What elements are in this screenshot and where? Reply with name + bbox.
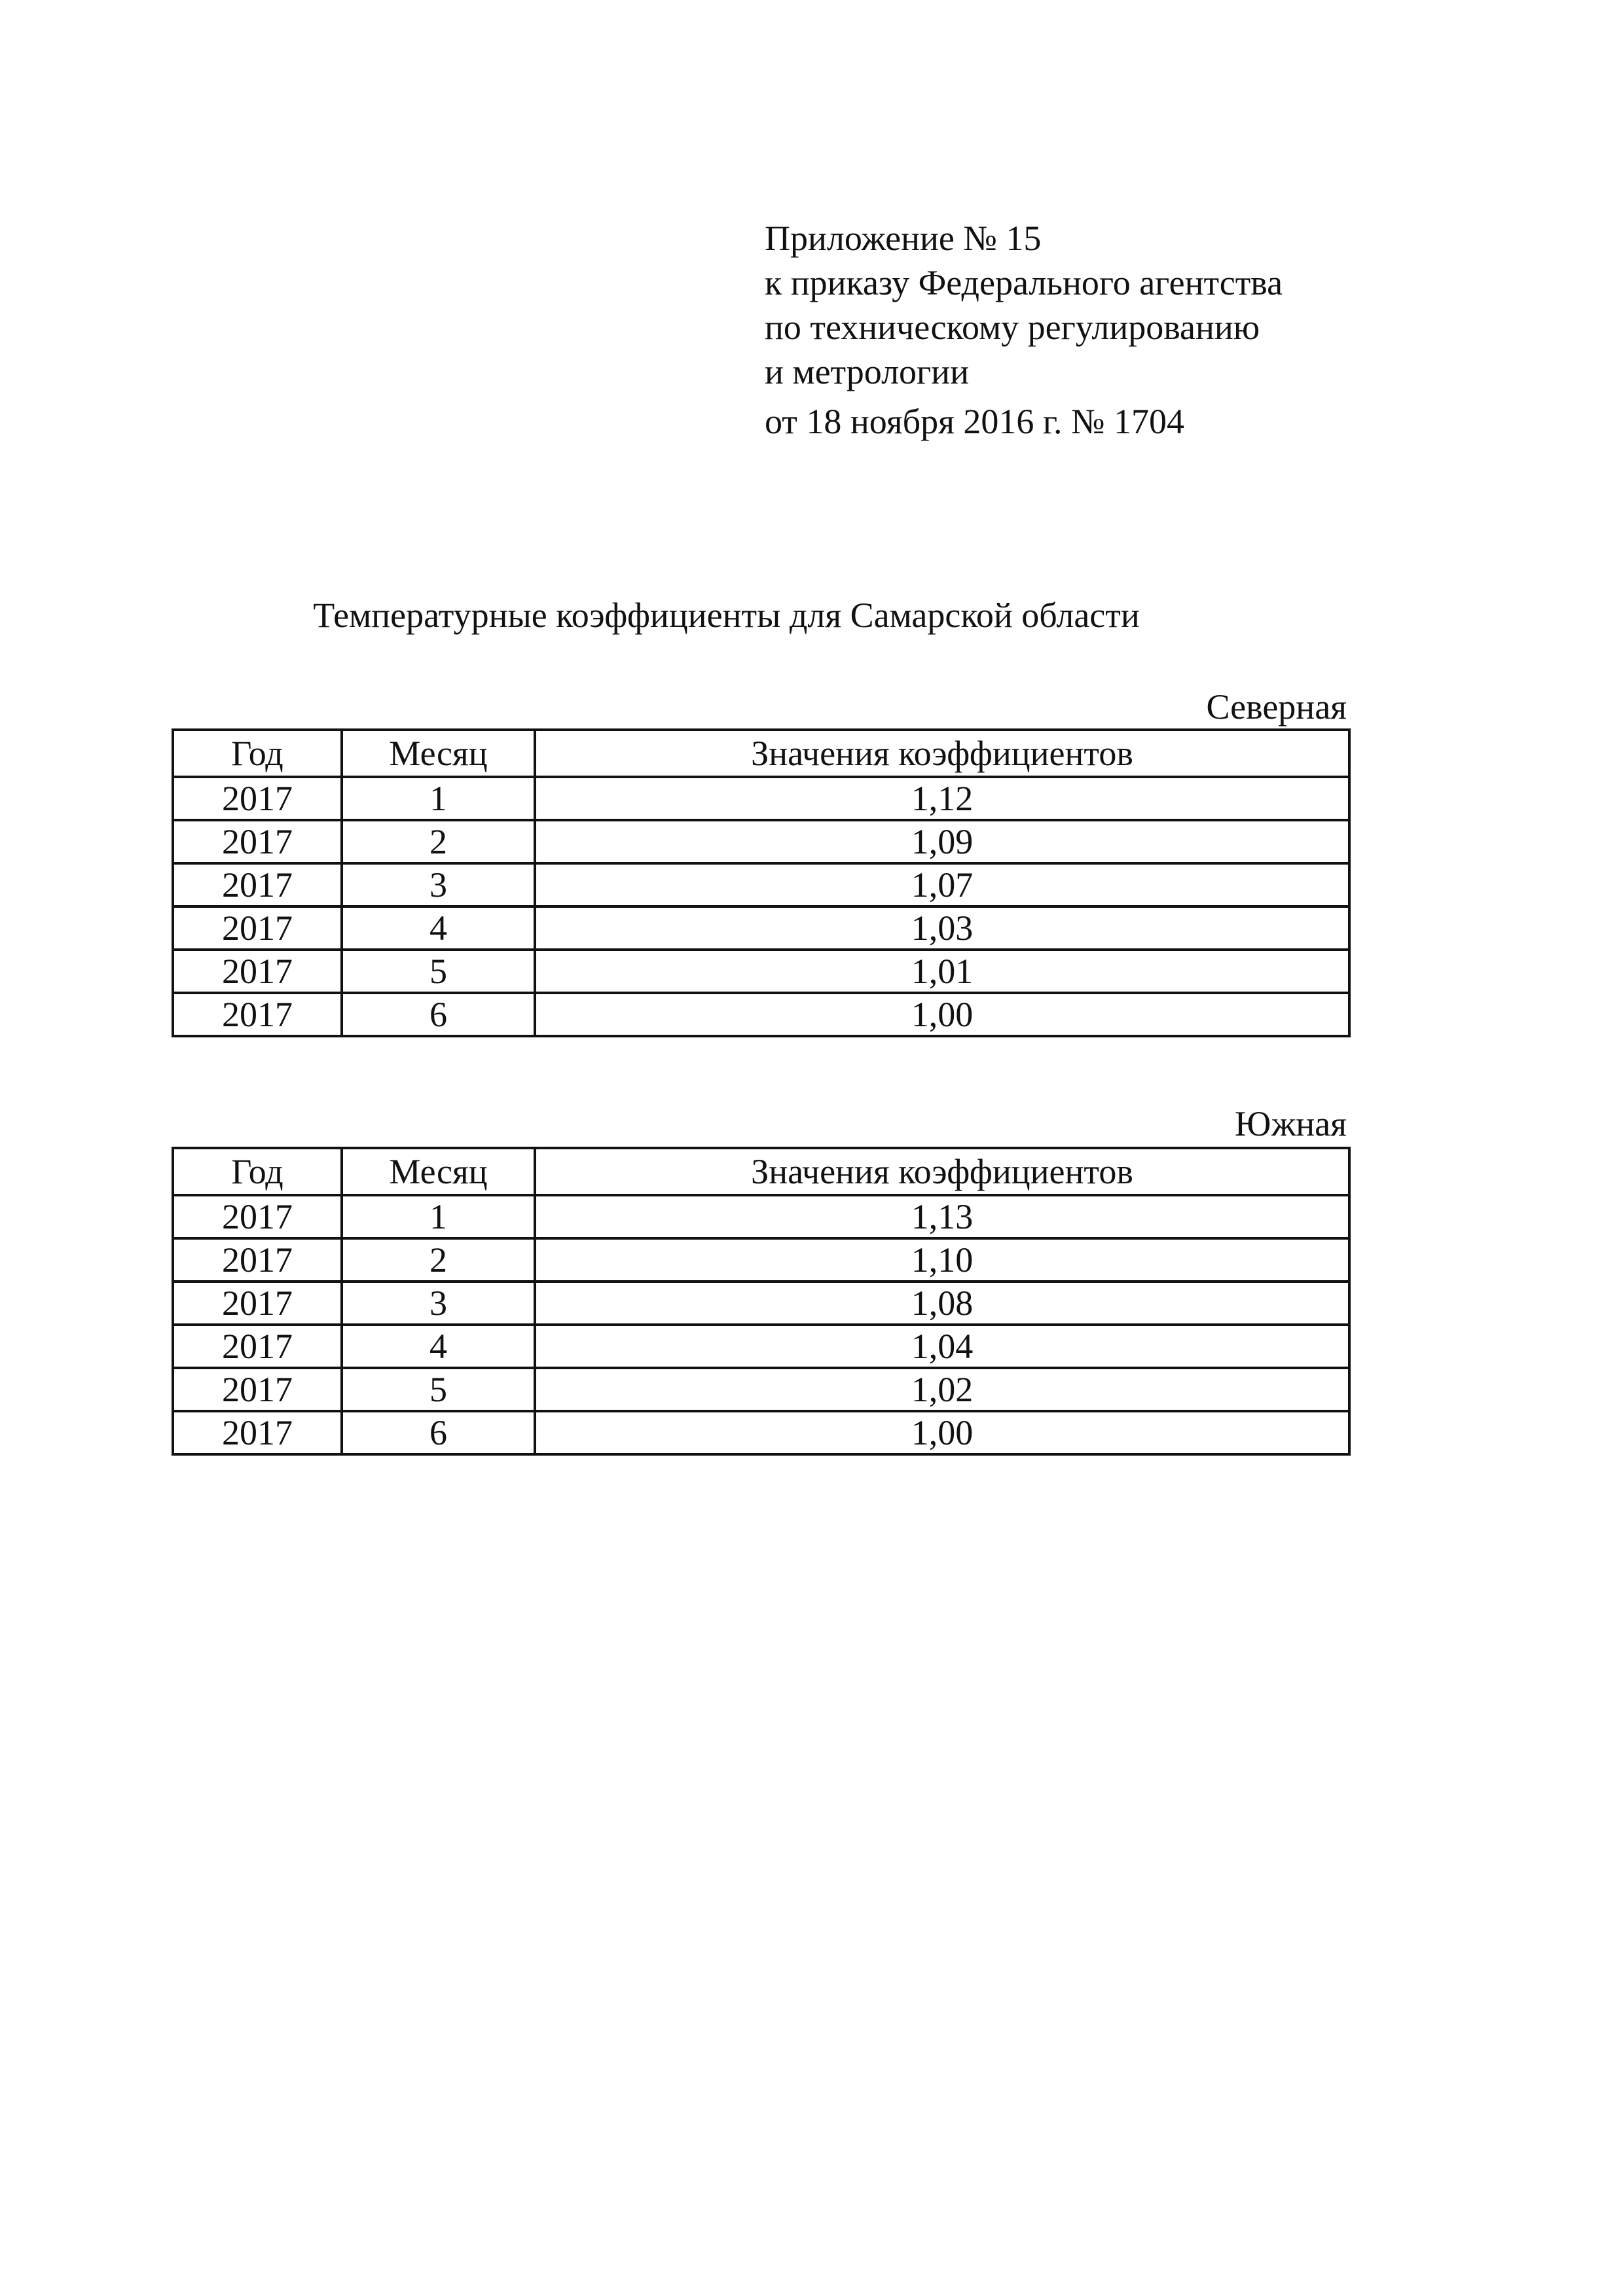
- cell-year: 2017: [173, 777, 342, 820]
- cell-month: 4: [342, 906, 535, 950]
- cell-year: 2017: [173, 950, 342, 993]
- table-row: [173, 1368, 1349, 1411]
- appendix-header: [765, 216, 1550, 444]
- cell-month: 2: [342, 1238, 535, 1282]
- column-header-value: Значения коэффициентов: [535, 730, 1349, 777]
- cell-value: 1,02: [535, 1368, 1349, 1411]
- cell-month: 6: [342, 993, 535, 1036]
- document-title: [0, 592, 1623, 638]
- table-header-row: [173, 1148, 1349, 1195]
- cell-month: 3: [342, 863, 535, 906]
- cell-year: 2017: [173, 863, 342, 906]
- cell-month: 3: [342, 1282, 535, 1325]
- appendix-order-ref: к приказу Федерального агентства: [765, 263, 1283, 302]
- south-coefficients-table: [172, 1147, 1351, 1456]
- cell-year: 2017: [173, 1325, 342, 1368]
- cell-month: 5: [342, 950, 535, 993]
- table-header-row: [173, 730, 1349, 777]
- table-row: [173, 863, 1349, 906]
- cell-value: 1,00: [535, 993, 1349, 1036]
- appendix-agency-cont: и метрологии: [765, 352, 969, 391]
- cell-value: 1,13: [535, 1195, 1349, 1238]
- cell-value: 1,03: [535, 906, 1349, 950]
- cell-year: 2017: [173, 1195, 342, 1238]
- cell-month: 2: [342, 820, 535, 863]
- cell-value: 1,09: [535, 820, 1349, 863]
- cell-month: 1: [342, 1195, 535, 1238]
- cell-value: 1,07: [535, 863, 1349, 906]
- cell-year: 2017: [173, 820, 342, 863]
- table-row: [173, 906, 1349, 950]
- document-title-text: Температурные коэффициенты для Самарской области: [313, 596, 1140, 635]
- cell-month: 1: [342, 777, 535, 820]
- cell-month: 6: [342, 1411, 535, 1454]
- appendix-agency: по техническому регулированию: [765, 308, 1260, 347]
- cell-month: 5: [342, 1368, 535, 1411]
- table-row: [173, 1238, 1349, 1282]
- table-row: [173, 1411, 1349, 1454]
- table-row: [173, 1195, 1349, 1238]
- cell-value: 1,00: [535, 1411, 1349, 1454]
- table-row: [173, 1282, 1349, 1325]
- column-header-value: Значения коэффициентов: [535, 1148, 1349, 1195]
- cell-year: 2017: [173, 1411, 342, 1454]
- region-label-south: Южная: [1234, 1104, 1347, 1143]
- table-row: [173, 993, 1349, 1036]
- north-coefficients-table: [172, 728, 1351, 1037]
- cell-year: 2017: [173, 1238, 342, 1282]
- appendix-date: от 18 ноября 2016 г. № 1704: [765, 402, 1184, 441]
- region-label-north: Северная: [1206, 687, 1347, 726]
- cell-value: 1,01: [535, 950, 1349, 993]
- cell-value: 1,08: [535, 1282, 1349, 1325]
- column-header-month: Месяц: [342, 1148, 535, 1195]
- cell-value: 1,12: [535, 777, 1349, 820]
- cell-value: 1,10: [535, 1238, 1349, 1282]
- cell-year: 2017: [173, 906, 342, 950]
- cell-year: 2017: [173, 1368, 342, 1411]
- cell-year: 2017: [173, 993, 342, 1036]
- table-row: [173, 1325, 1349, 1368]
- column-header-year: Год: [173, 730, 342, 777]
- table-row: [173, 820, 1349, 863]
- cell-month: 4: [342, 1325, 535, 1368]
- table-row: [173, 777, 1349, 820]
- column-header-year: Год: [173, 1148, 342, 1195]
- appendix-number: Приложение № 15: [765, 219, 1042, 258]
- cell-year: 2017: [173, 1282, 342, 1325]
- table-row: [173, 950, 1349, 993]
- cell-value: 1,04: [535, 1325, 1349, 1368]
- column-header-month: Месяц: [342, 730, 535, 777]
